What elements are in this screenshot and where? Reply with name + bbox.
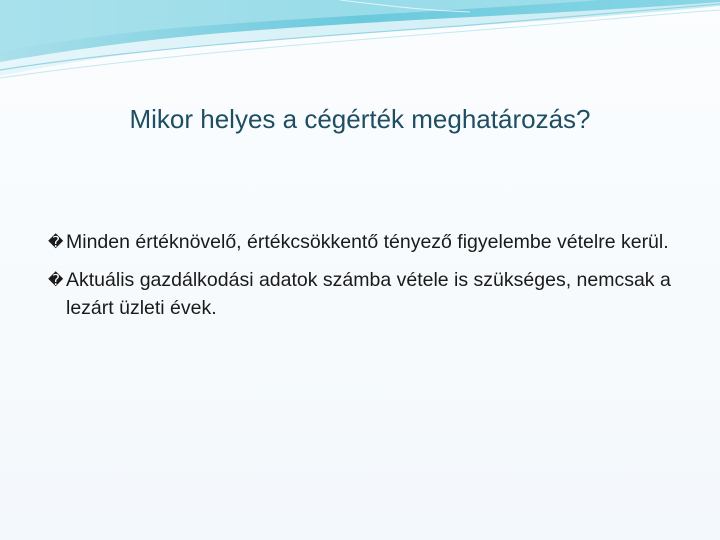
list-item [48, 228, 688, 256]
slide-title: Mikor helyes a cégérték meghatározás? [129, 104, 591, 134]
missing-glyph-icon: � [48, 271, 64, 289]
bullet-text: Aktuális gazdálkodási adatok számba vétele is szükséges, nemcsak a lezárt üzleti évek. [66, 269, 671, 319]
header-swoosh-icon [0, 0, 720, 90]
missing-glyph-icon: � [48, 233, 64, 251]
list-item [48, 266, 688, 322]
bullet-text: Minden értéknövelő, értékcsökkentő tényező figyelembe vételre kerül. [66, 231, 669, 253]
bullet-list [48, 228, 688, 332]
